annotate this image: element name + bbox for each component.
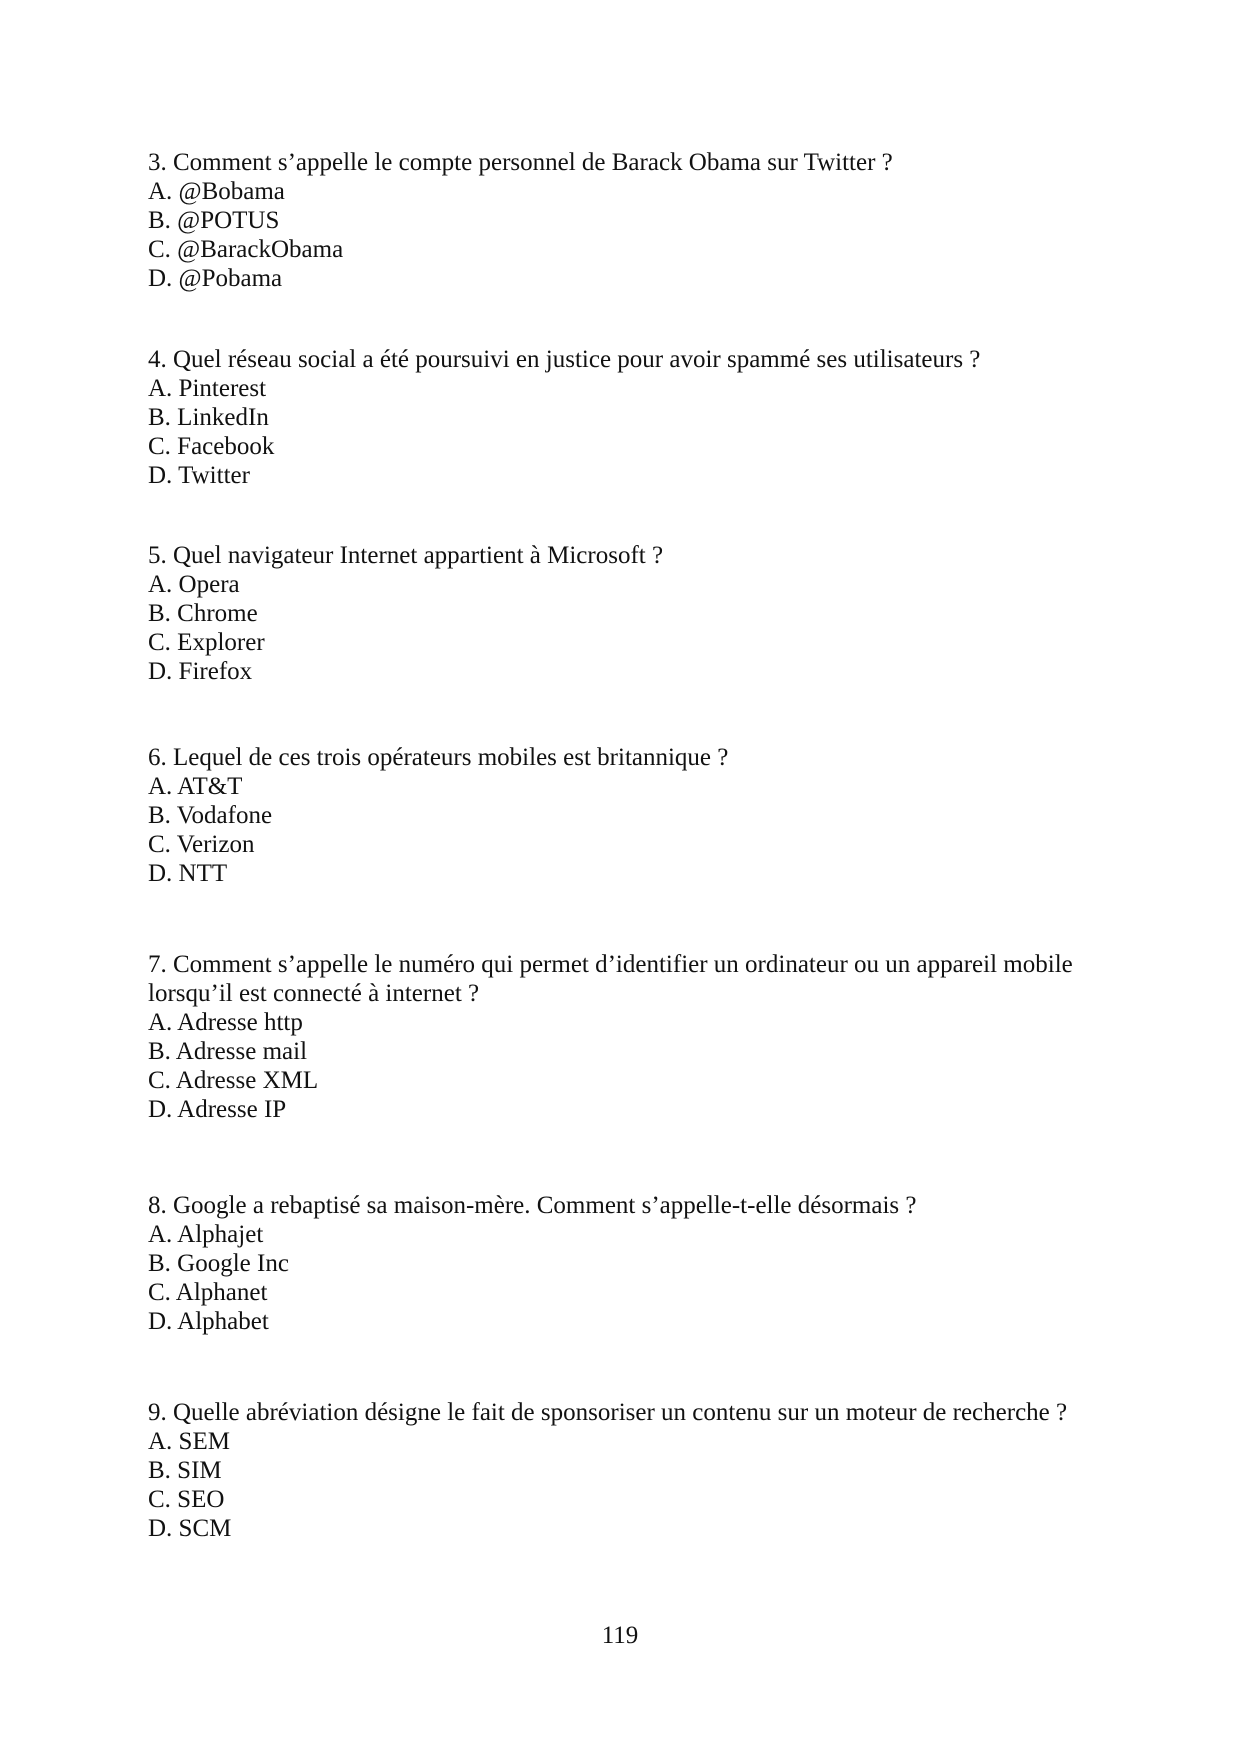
answer-option: A. Adresse http <box>148 1009 303 1036</box>
question-text: 7. Comment s’appelle le numéro qui permet d’identifier un ordinateur ou un appareil mobile lorsqu’il est connecté à internet ? <box>148 951 1073 1007</box>
question-text: 9. Quelle abréviation désigne le fait de sponsoriser un contenu sur un moteur de recherche ? <box>148 1399 1068 1426</box>
answer-option: D. Firefox <box>148 658 253 685</box>
question-4 <box>148 345 1108 490</box>
answer-option: A. Pinterest <box>148 375 267 402</box>
answer-option: D. @Pobama <box>148 265 283 292</box>
answer-option: C. Adresse XML <box>148 1067 319 1094</box>
answer-list <box>148 1220 1108 1336</box>
answer-list <box>148 374 1108 490</box>
answer-option: D. SCM <box>148 1515 232 1542</box>
answer-option: D. Twitter <box>148 462 250 489</box>
answer-list <box>148 177 1108 293</box>
answer-option: B. Google Inc <box>148 1250 289 1277</box>
answer-list <box>148 772 1108 888</box>
answer-option: A. AT&T <box>148 773 243 800</box>
question-6 <box>148 743 1108 888</box>
answer-option: D. Adresse IP <box>148 1096 287 1123</box>
question-text: 8. Google a rebaptisé sa maison-mère. Comment s’appelle-t-elle désormais ? <box>148 1192 917 1219</box>
answer-option: B. @POTUS <box>148 207 280 234</box>
answer-list <box>148 1008 1108 1124</box>
answer-option: A. @Bobama <box>148 178 285 205</box>
answer-option: B. Chrome <box>148 600 258 627</box>
question-text: 3. Comment s’appelle le compte personnel de Barack Obama sur Twitter ? <box>148 149 893 176</box>
answer-option: A. SEM <box>148 1428 230 1455</box>
answer-option: C. Facebook <box>148 433 275 460</box>
answer-option: D. NTT <box>148 860 228 887</box>
answer-option: C. SEO <box>148 1486 225 1513</box>
question-3 <box>148 148 1108 293</box>
answer-list <box>148 570 1108 686</box>
answer-option: B. LinkedIn <box>148 404 269 431</box>
answer-option: C. Verizon <box>148 831 255 858</box>
answer-list <box>148 1427 1108 1543</box>
answer-option: C. Explorer <box>148 629 265 656</box>
question-text: 4. Quel réseau social a été poursuivi en justice pour avoir spammé ses utilisateurs ? <box>148 346 981 373</box>
question-8 <box>148 1191 1108 1336</box>
answer-option: B. Vodafone <box>148 802 273 829</box>
question-5 <box>148 541 1108 686</box>
answer-option: B. SIM <box>148 1457 222 1484</box>
answer-option: A. Opera <box>148 571 240 598</box>
question-7 <box>148 950 1108 1124</box>
answer-option: A. Alphajet <box>148 1221 264 1248</box>
question-text: 5. Quel navigateur Internet appartient à Microsoft ? <box>148 542 664 569</box>
answer-option: C. Alphanet <box>148 1279 268 1306</box>
question-text: 6. Lequel de ces trois opérateurs mobiles est britannique ? <box>148 744 729 771</box>
question-9 <box>148 1398 1108 1543</box>
answer-option: D. Alphabet <box>148 1308 269 1335</box>
answer-option: C. @BarackObama <box>148 236 344 263</box>
page-number: 119 <box>601 1622 639 1649</box>
answer-option: B. Adresse mail <box>148 1038 308 1065</box>
